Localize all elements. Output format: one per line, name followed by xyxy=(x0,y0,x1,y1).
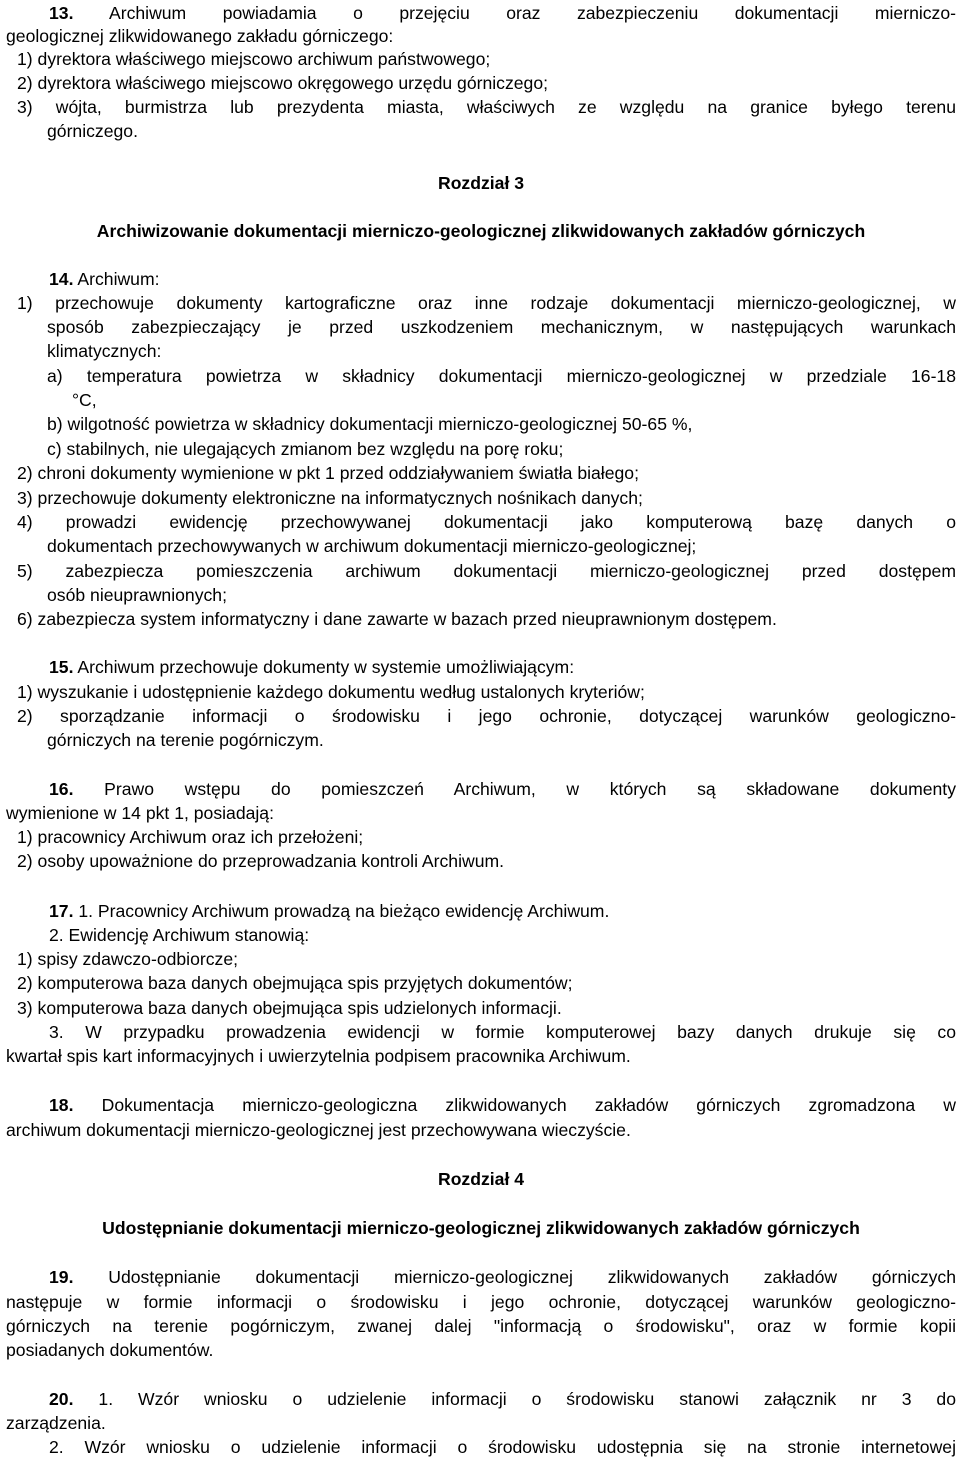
paragraph-17-unit-1: 17. 1. Pracownicy Archiwum prowadzą na bieżąco ewidencję Archiwum. xyxy=(49,901,610,921)
section-number: 19. xyxy=(49,1267,74,1287)
list-item: 1) pracownicy Archiwum oraz ich przełożeni; xyxy=(17,827,364,847)
list-item: 3) wójta, burmistrza lub prezydenta miasta, właściwych ze względu na granice byłego terenu xyxy=(17,97,956,117)
list-item: 3) przechowuje dokumenty elektroniczne na informatycznych nośnikach danych; xyxy=(17,488,643,508)
list-item-continuation: klimatycznych: xyxy=(47,341,162,361)
paragraph-18-line-2: archiwum dokumentacji mierniczo-geologicznej jest przechowywana wieczyście. xyxy=(6,1120,631,1140)
paragraph-20-unit-2: 2. Wzór wniosku o udzielenie informacji o środowisku udostępnia się na stronie internetowej xyxy=(49,1437,956,1457)
list-item-continuation: dokumentach przechowywanych w archiwum dokumentacji mierniczo-geologicznej; xyxy=(47,536,697,556)
paragraph-13-line-1: 13. Archiwum powiadamia o przejęciu oraz zabezpieczeniu dokumentacji mierniczo- xyxy=(49,3,956,23)
section-number: 16. xyxy=(49,779,74,799)
list-item: 2) sporządzanie informacji o środowisku i jego ochronie, dotyczącej warunków geologiczno- xyxy=(17,706,956,726)
list-item: 2) chroni dokumenty wymienione w pkt 1 przed oddziaływaniem światła białego; xyxy=(17,463,639,483)
paragraph-20-unit-1-continuation: zarządzenia. xyxy=(6,1413,106,1433)
list-item: 3) komputerowa baza danych obejmująca spis udzielonych informacji. xyxy=(17,998,562,1018)
paragraph-13-line-2: geologicznej zlikwidowanego zakładu górniczego: xyxy=(6,26,394,46)
paragraph-18-line-1: 18. Dokumentacja mierniczo-geologiczna zlikwidowanych zakładów górniczych zgromadzona w xyxy=(49,1095,956,1115)
list-item: 1) spisy zdawczo-odbiorcze; xyxy=(17,949,238,969)
list-item: 4) prowadzi ewidencję przechowywanej dokumentacji jako komputerową bazę danych o xyxy=(17,512,956,532)
section-number: 17. xyxy=(49,901,74,921)
list-item: 1) przechowuje dokumenty kartograficzne oraz inne rodzaje dokumentacji mierniczo-geologicznej, w xyxy=(17,293,956,313)
paragraph-16-line-1: 16. Prawo wstępu do pomieszczeń Archiwum, w których są składowane dokumenty xyxy=(49,779,956,799)
list-item: 2) dyrektora właściwego miejscowo okręgowego urzędu górniczego; xyxy=(17,73,549,93)
list-item: 1) dyrektora właściwego miejscowo archiwum państwowego; xyxy=(17,49,491,69)
paragraph-19-line-1: 19. Udostępnianie dokumentacji mierniczo-geologicznej zlikwidowanych zakładów górniczych xyxy=(49,1267,956,1287)
paragraph-19-line-2: następuje w formie informacji o środowisku i jego ochronie, dotyczącej warunków geologiczno- xyxy=(6,1292,956,1312)
list-item: 1) wyszukanie i udostępnienie każdego dokumentu według ustalonych kryteriów; xyxy=(17,682,645,702)
chapter-title: Archiwizowanie dokumentacji mierniczo-geologicznej zlikwidowanych zakładów górniczych xyxy=(96,221,866,241)
list-item: 2) osoby upoważnione do przeprowadzania kontroli Archiwum. xyxy=(17,851,505,871)
chapter-title: Udostępnianie dokumentacji mierniczo-geologicznej zlikwidowanych zakładów górniczych xyxy=(102,1218,860,1238)
paragraph-16-line-2: wymienione w 14 pkt 1, posiadają: xyxy=(6,803,274,823)
list-item-continuation: osób nieuprawnionych; xyxy=(47,585,227,605)
paragraph-14-intro: 14. Archiwum: xyxy=(49,269,160,289)
paragraph-19-line-4: posiadanych dokumentów. xyxy=(6,1340,214,1360)
list-item: 6) zabezpiecza system informatyczny i dane zawarte w bazach przed nieuprawnionym dostępem. xyxy=(17,609,777,629)
paragraph-17-unit-3-continuation: kwartał spis kart informacyjnych i uwierzytelnia podpisem pracownika Archiwum. xyxy=(6,1046,631,1066)
list-item: 5) zabezpiecza pomieszczenia archiwum dokumentacji mierniczo-geologicznej przed dostępem xyxy=(17,561,956,581)
paragraph-17-unit-2: 2. Ewidencję Archiwum stanowią: xyxy=(49,925,310,945)
section-number: 14. xyxy=(49,269,74,289)
paragraph-17-unit-3: 3. W przypadku prowadzenia ewidencji w formie komputerowej bazy danych drukuje się co xyxy=(49,1022,956,1042)
section-number: 13. xyxy=(49,3,74,23)
list-item-continuation: sposób zabezpieczający je przed uszkodzeniem mechanicznym, w następujących warunkach xyxy=(47,317,956,337)
list-item: 2) komputerowa baza danych obejmująca spis przyjętych dokumentów; xyxy=(17,973,573,993)
section-number: 20. xyxy=(49,1389,74,1409)
sub-list-item: b) wilgotność powietrza w składnicy dokumentacji mierniczo-geologicznej 50-65 %, xyxy=(47,414,693,434)
chapter-label: Rozdział 4 xyxy=(437,1169,525,1189)
section-number: 15. xyxy=(49,657,74,677)
chapter-label: Rozdział 3 xyxy=(437,173,525,193)
paragraph-20-unit-1: 20. 1. Wzór wniosku o udzielenie informacji o środowisku stanowi załącznik nr 3 do xyxy=(49,1389,956,1409)
list-item-continuation: górniczego. xyxy=(47,121,138,141)
list-item-continuation: górniczych na terenie pogórniczym. xyxy=(47,730,324,750)
paragraph-15-intro: 15. Archiwum przechowuje dokumenty w systemie umożliwiającym: xyxy=(49,657,575,677)
section-number: 18. xyxy=(49,1095,74,1115)
sub-list-item: c) stabilnych, nie ulegających zmianom bez względu na porę roku; xyxy=(47,439,564,459)
sub-list-item: a) temperatura powietrza w składnicy dokumentacji mierniczo-geologicznej w przedziale 16-18 xyxy=(47,366,956,386)
sub-list-item-continuation: °C, xyxy=(72,390,97,410)
paragraph-19-line-3: górniczych na terenie pogórniczym, zwanej dalej "informacją o środowisku", oraz w formie kopii xyxy=(6,1316,956,1336)
